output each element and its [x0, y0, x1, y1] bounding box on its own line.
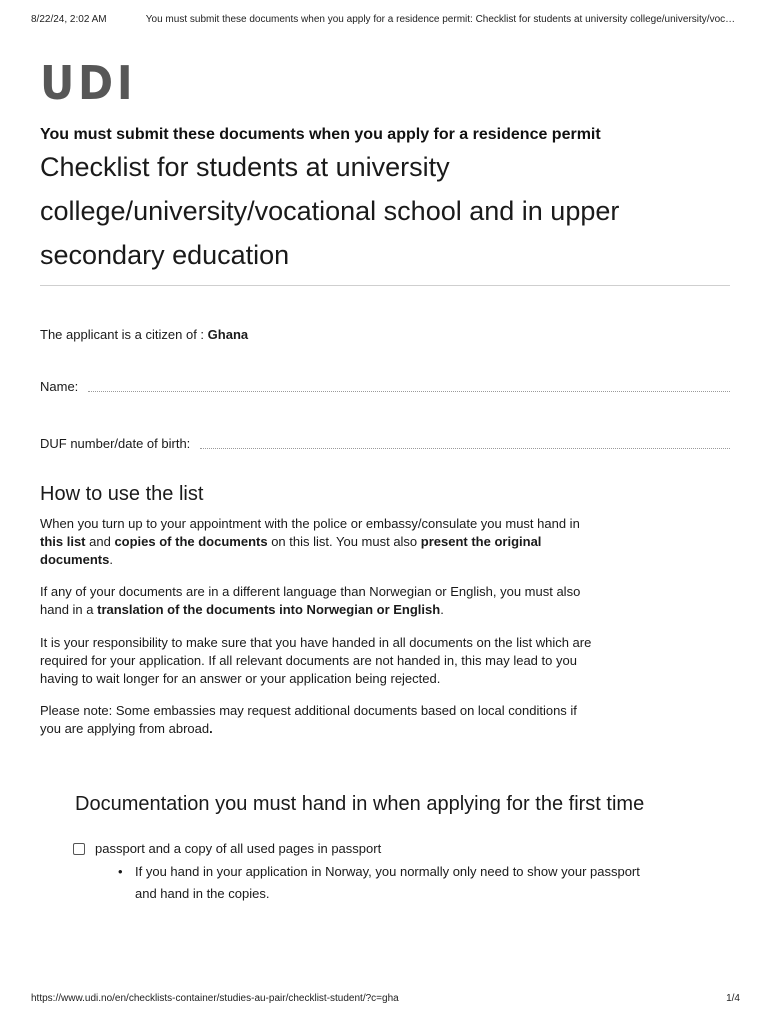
citizenship-label: The applicant is a citizen of :: [40, 327, 205, 342]
passport-note: • If you hand in your application in Norway, you normally only need to show your passport and hand in the copies.: [118, 861, 658, 905]
print-date: 8/22/24, 2:02 AM: [31, 14, 107, 25]
how-to-paragraph-1: [40, 515, 596, 569]
checklist-item-passport[interactable]: [73, 841, 381, 856]
passport-item-label: passport and a copy of all used pages in passport: [95, 841, 382, 856]
documentation-heading: Documentation you must hand in when applying for the first time: [75, 793, 645, 815]
divider: [40, 285, 730, 286]
name-label: Name:: [40, 379, 79, 394]
text-run: When you turn up to your appointment with the police or embassy/consulate you must hand in: [40, 516, 580, 531]
name-field: [40, 379, 730, 394]
print-footer: [31, 993, 740, 1004]
how-to-paragraph-2: [40, 583, 596, 619]
duf-blank-line: [200, 447, 730, 449]
passport-notes: [118, 861, 658, 905]
citizenship-value: Ghana: [207, 327, 249, 342]
how-to-heading: How to use the list: [40, 483, 204, 505]
how-to-paragraph-4: [40, 702, 596, 738]
page-number: 1/4: [726, 993, 740, 1004]
page-title: Checklist for students at university college/university/vocational school and in upper secondary education: [40, 152, 620, 270]
print-page-title: You must submit these documents when you apply for a residence permit: Checklist for students at university college/university/voc…: [145, 14, 736, 25]
page-url-link[interactable]: https://www.udi.no/en/checklists-container/studies-au-pair/checklist-student/?c=gha: [31, 993, 399, 1004]
text-run: present the original documents: [40, 534, 542, 567]
text-run: and: [85, 534, 115, 549]
text-run: Please note: Some embassies may request additional documents based on local conditions if you are applying from abroad: [40, 703, 577, 736]
duf-field: [40, 436, 730, 451]
text-run: this list: [40, 534, 86, 549]
text-run: .: [109, 552, 113, 567]
text-run: on this list. You must also: [267, 534, 421, 549]
text-run: If any of your documents are in a different language than Norwegian or English, you must also hand in a: [40, 584, 581, 617]
citizenship-line: [40, 327, 248, 342]
kicker-heading: You must submit these documents when you apply for a residence permit: [40, 126, 601, 143]
print-header: [31, 14, 737, 25]
passport-checkbox[interactable]: [73, 843, 85, 855]
udi-logo: UDI: [40, 56, 137, 110]
text-run: copies of the documents: [114, 534, 268, 549]
text-run: It is your responsibility to make sure that you have handed in all documents on the list which are required for your application. If all relevant documents are not handed in, this may lead to you having to wait longer for an answer or your application being rejected.: [40, 635, 592, 686]
text-run: translation of the documents into Norwegian or English: [97, 602, 441, 617]
name-blank-line: [88, 390, 730, 392]
how-to-paragraph-3: [40, 634, 596, 688]
text-run: .: [209, 721, 213, 736]
text-run: .: [440, 602, 444, 617]
duf-label: DUF number/date of birth:: [40, 436, 191, 451]
